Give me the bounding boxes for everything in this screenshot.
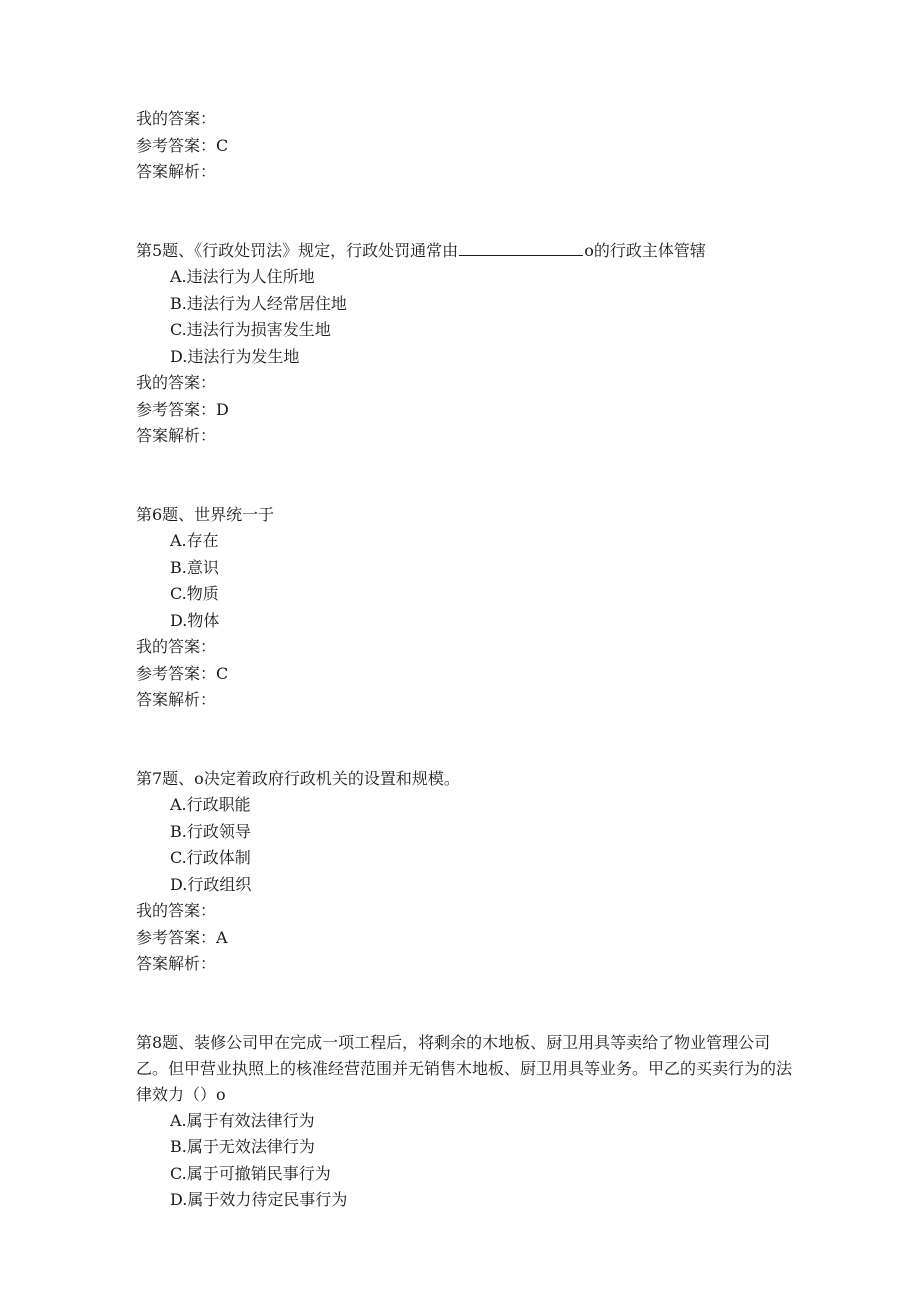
reference-answer-line: [136, 661, 796, 688]
option-a: A.属于有效法律行为: [170, 1110, 315, 1130]
question-block-7: [136, 766, 796, 978]
question-title-text-after: o的行政主体管辖: [584, 240, 706, 260]
reference-answer-value: D: [216, 399, 229, 419]
option-d: D.属于效力待定民事行为: [170, 1190, 348, 1209]
option-b: B.违法行为人经常居住地: [170, 293, 347, 313]
analysis-label: 答案解析：: [136, 426, 217, 445]
option-a: A.违法行为人住所地: [170, 267, 315, 286]
option-c: C.物质: [170, 584, 219, 603]
question-block-8: [136, 1030, 796, 1214]
analysis-line: [136, 159, 796, 186]
my-answer-line: [136, 370, 796, 397]
question-title: 第8题、装修公司甲在完成一项工程后，将剩余的木地板、厨卫用具等卖给了物业管理公司乙。但甲营业执照上的核准经营范围并无销售木地板、厨卫用具等业务。甲乙的买卖行为的法律效力（）o: [136, 1032, 793, 1104]
reference-answer-line: [136, 925, 796, 952]
option-c: C.属于可撤销民事行为: [170, 1163, 331, 1183]
document-page: [136, 106, 796, 1266]
option-b: B.行政领导: [170, 821, 251, 841]
analysis-line: [136, 951, 796, 978]
analysis-line: [136, 687, 796, 714]
reference-answer-line: [136, 133, 796, 160]
reference-answer-label: 参考答案：: [136, 927, 217, 947]
option-b: B.意识: [170, 557, 219, 577]
reference-answer-value: C: [216, 663, 229, 683]
analysis-label: 答案解析：: [136, 954, 217, 973]
question-block-5: [136, 238, 796, 450]
reference-answer-value: C: [216, 135, 229, 155]
option-d: D.行政组织: [170, 874, 252, 894]
my-answer-label: 我的答案：: [136, 373, 217, 392]
analysis-label: 答案解析：: [136, 162, 217, 181]
question-block-prev: [136, 106, 796, 186]
question-title: 第7题、o决定着政府行政机关的设置和规模。: [136, 768, 460, 788]
reference-answer-line: [136, 397, 796, 424]
option-a: A.存在: [170, 531, 219, 550]
question-title: 第6题、世界统一于: [136, 504, 275, 524]
my-answer-label: 我的答案：: [136, 901, 217, 920]
my-answer-line: [136, 898, 796, 925]
my-answer-label: 我的答案：: [136, 637, 217, 656]
question-title-text: 第5题、《行政处罚法》规定，行政处罚通常由: [136, 240, 459, 260]
my-answer-line: [136, 634, 796, 661]
analysis-line: [136, 423, 796, 450]
question-block-6: [136, 502, 796, 714]
reference-answer-label: 参考答案：: [136, 663, 217, 683]
reference-answer-value: A: [216, 927, 228, 947]
reference-answer-label: 参考答案：: [136, 135, 217, 155]
reference-answer-label: 参考答案：: [136, 399, 217, 419]
option-c: C.行政体制: [170, 848, 251, 867]
question-title: [136, 238, 796, 265]
my-answer-line: [136, 106, 796, 133]
option-a: A.行政职能: [170, 795, 251, 814]
fill-blank: [459, 241, 583, 256]
option-d: D.违法行为发生地: [170, 346, 300, 366]
my-answer-label: 我的答案：: [136, 109, 217, 128]
option-b: B.属于无效法律行为: [170, 1137, 315, 1156]
analysis-label: 答案解析：: [136, 690, 217, 709]
option-d: D.物体: [170, 610, 220, 630]
option-c: C.违法行为损害发生地: [170, 320, 331, 339]
